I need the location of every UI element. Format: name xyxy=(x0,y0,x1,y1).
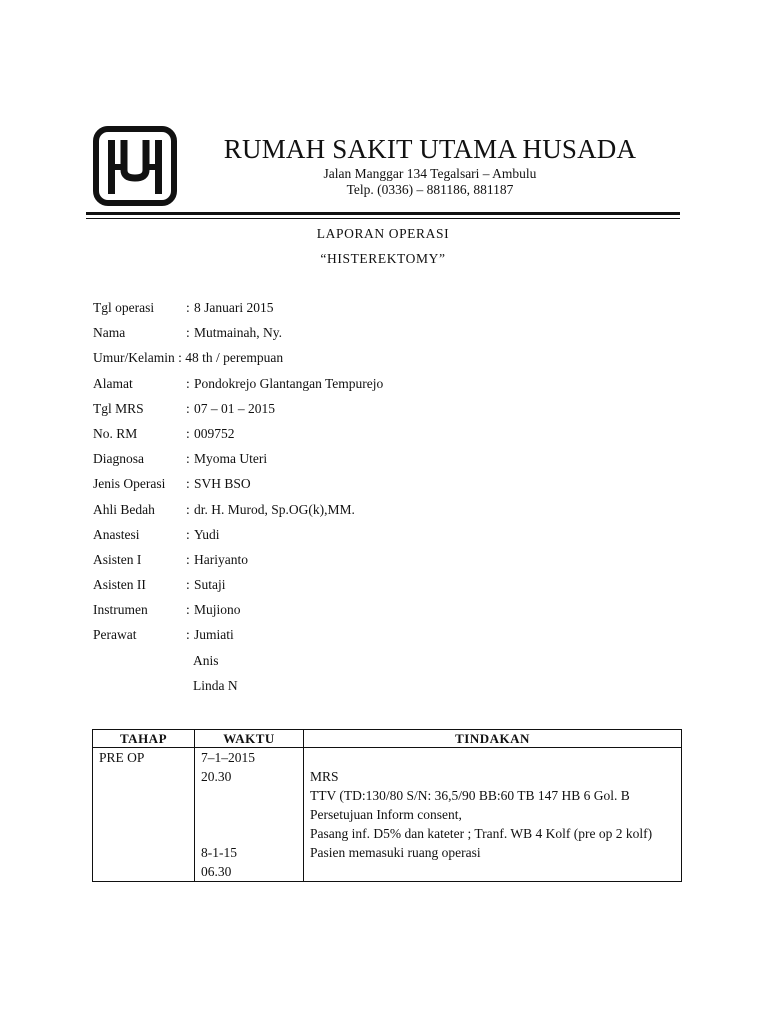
hospital-logo-icon xyxy=(93,126,177,206)
report-title: LAPORAN OPERASI xyxy=(316,226,450,241)
hospital-address: Jalan Manggar 134 Tegalsari – Ambulu xyxy=(323,166,537,181)
cell-tahap xyxy=(93,748,195,882)
field-value: Pondokrejo Glantangan Tempurejo xyxy=(194,375,384,391)
field-value: Anis xyxy=(193,652,219,668)
field-value: 48 th / perempuan xyxy=(185,350,284,366)
field-label: Diagnosa xyxy=(93,451,144,467)
field-label: Tgl operasi xyxy=(93,300,155,315)
field-label: Asisten II xyxy=(93,577,146,593)
field-label: Anastesi xyxy=(93,526,140,542)
tahap-value: PRE OP xyxy=(99,750,145,765)
field-label: Instrumen xyxy=(93,602,148,618)
hospital-name: RUMAH SAKIT UTAMA HUSADA xyxy=(223,134,637,164)
table-header-row xyxy=(93,730,682,748)
field-value: Sutaji xyxy=(194,577,226,593)
field-value: 009752 xyxy=(194,425,235,441)
tindakan-item: TTV (TD:130/80 S/N: 36,5/90 BB:60 TB 147 HB 6 Gol. B xyxy=(310,788,630,803)
field-value: Jumiati xyxy=(194,627,234,643)
cell-tindakan xyxy=(304,748,682,882)
field-value: Linda N xyxy=(193,677,238,693)
report-subtitle: “HISTEREKTOMY” xyxy=(320,251,446,266)
table-row xyxy=(93,748,682,882)
field-value: Mujiono xyxy=(194,602,241,618)
waktu-value: 06.30 xyxy=(201,864,232,879)
column-header-tahap: TAHAP xyxy=(93,730,195,748)
field-value: Mutmainah, Ny. xyxy=(194,325,282,341)
tindakan-item: MRS xyxy=(310,769,339,784)
header-divider-thin xyxy=(86,218,680,219)
tindakan-item: Pasang inf. D5% dan kateter ; Tranf. WB 4 Kolf (pre op 2 kolf) xyxy=(310,826,653,841)
field-label: Umur/Kelamin xyxy=(93,350,175,366)
field-label: Asisten I xyxy=(93,551,142,567)
field-label: Jenis Operasi xyxy=(93,476,166,492)
operation-table xyxy=(92,729,682,882)
waktu-value: 20.30 xyxy=(201,769,232,784)
column-header-waktu: WAKTU xyxy=(195,730,304,748)
tindakan-item: Pasien memasuki ruang operasi xyxy=(310,845,481,860)
waktu-value: 7–1–2015 xyxy=(201,750,255,765)
field-label: Ahli Bedah xyxy=(93,501,155,517)
field-value: 8 Januari 2015 xyxy=(194,300,274,315)
cell-waktu xyxy=(195,748,304,882)
header-divider-thick xyxy=(86,212,680,215)
waktu-value: 8-1-15 xyxy=(201,845,237,860)
field-value: Hariyanto xyxy=(194,551,248,567)
document-page: RUMAH SAKIT UTAMA HUSADA Jalan Manggar 134 Tegalsari – Ambulu Telp. (0336) – 881186, 881187 LAPORAN OPERASI “HISTEREKTOMY” Tgl operasi : 8 Januari 2015 Nama : Mutmainah, Ny. Umur/Kelamin : 48 th / perempuan Alamat : Pondokrejo Glantangan Tempurejo Tgl MRS : 07 – 01 – 2015 No. RM : 009752 Diagnosa : Myoma Uteri Jenis Operasi : SVH BSO Ahli Bedah : dr. H. Murod, Sp.OG(k),MM. Anastesi : Yudi Asisten I : Hariyanto Asisten II : Sutaji Instrumen : Mujiono Perawat : Jumiati Anis Linda N TAHAP WAKTU TINDAKAN PRE OP 7–1–2015 20.30 8-1-15 06.30 MRS TTV (TD:130/80 S/N: 36,5/90 BB:60 TB 147 HB 6 Gol. B Persetujuan Inform consent, Pasang inf. D5% dan kateter ; Tranf. WB 4 Kolf (pre op 2 kolf) Pasien memasuki ruang operasi xyxy=(0,0,768,1024)
field-value: dr. H. Murod, Sp.OG(k),MM. xyxy=(194,501,355,517)
hospital-phone: Telp. (0336) – 881186, 881187 xyxy=(346,182,514,197)
field-value: Yudi xyxy=(194,526,220,542)
field-label: Alamat xyxy=(93,375,133,391)
field-label: Tgl MRS xyxy=(93,400,144,416)
tindakan-item: Persetujuan Inform consent, xyxy=(310,807,462,822)
field-label: Perawat xyxy=(93,627,137,643)
field-value: SVH BSO xyxy=(194,476,251,492)
field-value: Myoma Uteri xyxy=(194,451,268,467)
field-value: 07 – 01 – 2015 xyxy=(194,400,275,416)
field-label: No. RM xyxy=(93,425,138,441)
column-header-tindakan: TINDAKAN xyxy=(304,730,682,748)
field-label: Nama xyxy=(93,325,126,341)
